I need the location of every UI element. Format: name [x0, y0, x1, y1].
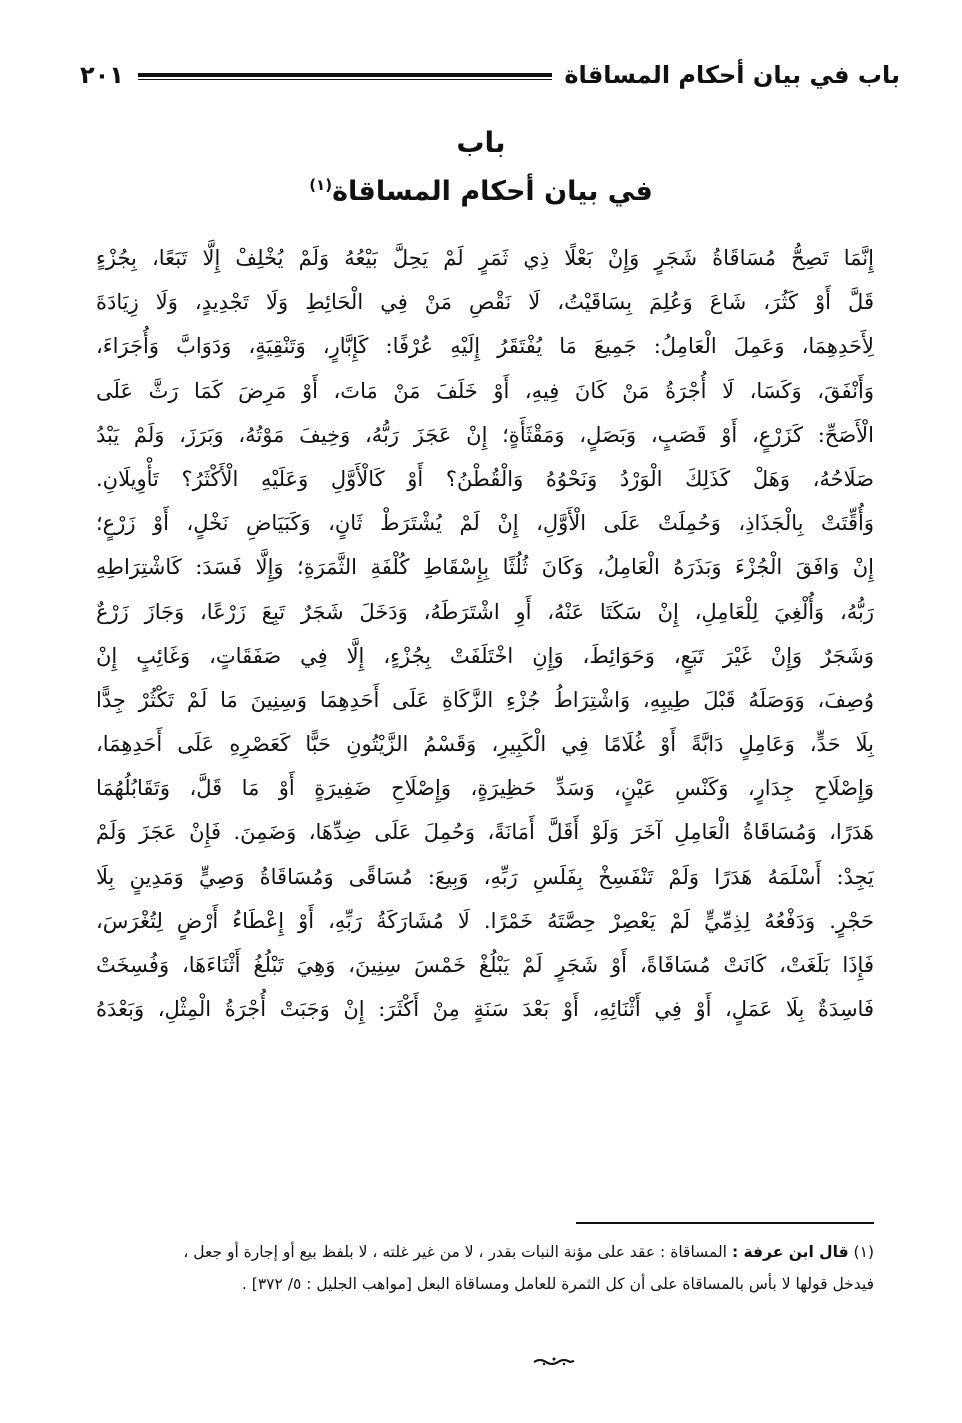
- running-header: [80, 58, 900, 92]
- body-line: وَأُقِّتَتْ بِالْجَذَاذِ، وَحُمِلَتْ عَلَى الْأَوَّلِ، إِنْ لَمْ يُشْتَرَطْ ثَانٍ، وَكَبَيَاضِ نَخْلٍ، أَوْ زَرْعٍ؛: [96, 511, 874, 536]
- footnote-number: (١): [853, 1243, 874, 1261]
- footnote-line-1: [96, 1236, 874, 1268]
- body-line: بِلَا حَدٍّ، وَعَامِلٍ دَابَّةً أَوْ غُلَامًا فِي الْكَبِيرِ، وَقَسْمُ الزَّيْتُونِ حَبًّا كَعَصْرِهِ عَلَى أَحَدِهِمَا،: [96, 732, 874, 757]
- body-text: [96, 236, 874, 1031]
- body-line: وَشَجَرٌ وَإِنْ غَيْرَ تَبَعٍ، وَحَوَائِطَ، وَإِنِ اخْتَلَفَتْ بِجُزْءٍ، إِلَّا فِي صَفَقَاتٍ، وَغَائِبٍ إِنْ: [96, 643, 874, 668]
- body-line: لِأَحَدِهِمَا، وَعَمِلَ الْعَامِلُ: جَمِيعَ مَا يُفْتَقَرُ إِلَيْهِ عُرْفًا: كَإِبَّارٍ، وَتَنْقِيَةٍ، وَدَوَابَّ وَأُجَرَاءَ،: [96, 334, 874, 359]
- body-line: يَجِدْ: أَسْلَمَهُ هَدَرًا وَلَمْ تَنْفَسِخْ بِفَلَسِ رَبِّهِ، وَبِيعَ: مُسَاقًى وَمُسَاقَاةُ وَصِيٍّ وَمَدِينٍ بِلَا: [96, 864, 874, 889]
- body-line: هَدَرًا، وَمُسَاقَاةُ الْعَامِلِ آخَرَ وَلَوْ أَقَلَّ أَمَانَةً، وَحُمِلَ عَلَى ضِدِّهَا، وَضَمِنَ. فَإِنْ عَجَزَ وَلَمْ: [96, 820, 874, 845]
- body-line: إِنْ وَافَقَ الْجُزْءَ وَبَذَرَهُ الْعَامِلُ، وَكَانَ ثُلُثًا بِإِسْقَاطِ كُلْفَةِ الثَّمَرَةِ؛ وَإِلَّا فَسَدَ: كَاشْتِرَاطِهِ: [96, 555, 874, 580]
- body-line: وُصِفَ، وَوَصَلَهُ قَبْلَ طِيبِهِ، وَاشْتِرَاطُ جُزْءِ الزَّكَاةِ عَلَى أَحَدِهِمَا وَسِنِينَ مَا لَمْ تَكْثُرْ جِدًّا: [96, 687, 874, 712]
- running-header-title: باب في بيان أحكام المساقاة: [564, 61, 900, 89]
- footnote-marker: (١): [309, 176, 333, 194]
- chapter-title-text: في بيان أحكام المساقاة: [332, 176, 653, 207]
- footnote-label: قال ابن عرفة :: [731, 1243, 849, 1261]
- body-line: الْأَصَحِّ: كَزَرْعٍ، أَوْ قَصَبٍ، وَبَصَلٍ، وَمَقْثَأَةٍ؛ إِنْ عَجَزَ رَبُّهُ، وَخِيفَ مَوْتُهُ، وَبَرَزَ، وَلَمْ يَبْدُ: [96, 422, 874, 447]
- footnote-text-1: المساقاة : عقد على مؤنة النبات بقدر ، لا من غير غلته ، لا بلفظ بيع أو إجارة أو جعل ،: [183, 1243, 727, 1261]
- page-number: ٢٠١: [80, 61, 124, 89]
- body-line: وَإِصْلَاحِ جِدَارٍ، وَكَنْسِ عَيْنٍ، وَسَدِّ حَظِيرَةٍ، وَإِصْلَاحِ ضَفِيرَةٍ أَوْ مَا قَلَّ، وَتَقَابُلُهُمَا: [96, 776, 874, 801]
- footnotes: [96, 1236, 874, 1300]
- header-rule: [138, 73, 552, 80]
- end-ornament-icon: [532, 1356, 576, 1366]
- chapter-title: [0, 176, 962, 207]
- body-line: فَإِذَا بَلَغَتْ، كَانَتْ مُسَاقَاةً، أَوْ شَجَرٍ لَمْ يَبْلُغْ خَمْسَ سِنِينَ، وَهِيَ تَبْلُغُ أَثْنَاءَهَا، وَفُسِخَتْ: [96, 953, 874, 977]
- body-line: فَاسِدَةٌ بِلَا عَمَلٍ، أَوْ فِي أَثْنَائِهِ، أَوْ بَعْدَ سَنَةٍ مِنْ أَكْثَرَ: إِنْ وَجَبَتْ أُجْرَةُ الْمِثْلِ، وَبَعْدَهُ: [96, 997, 874, 1022]
- footnote-rule: [576, 1222, 874, 1224]
- body-line: حَجْرٍ. وَدَفْعُهُ لِذِمِّيٍّ لَمْ يَعْصِرْ حِصَّتَهُ خَمْرًا. لَا مُشَارَكَةُ رَبِّهِ، أَوْ إِعْطَاءُ أَرْضٍ لِتُغْرَسَ،: [96, 908, 874, 933]
- chapter-label: باب: [456, 126, 506, 159]
- footnote-line-2: فيدخل قولها لا بأس بالمساقاة على أن كل الثمرة للعامل ومساقاة البعل [مواهب الجليل : ٥/ ٣٧٢] .: [241, 1275, 874, 1293]
- body-line: رَبُّهُ، وَأُلْغِيَ لِلْعَامِلِ، إِنْ سَكَتَا عَنْهُ، أَوِ اشْتَرَطَهُ، وَدَخَلَ شَجَرٌ تَبِعَ زَرْعًا، وَجَازَ زَرْعٌ: [96, 599, 874, 624]
- body-line: إِنَّمَا تَصِحُّ مُسَاقَاةُ شَجَرٍ وَإِنْ بَعْلًا ذِي ثَمَرٍ لَمْ يَحِلَّ بَيْعُهُ وَلَمْ يُخْلِفْ إِلَّا تَبَعًا، بِجُزْءٍ: [96, 246, 874, 270]
- body-line: قَلَّ أَوْ كَثُرَ، شَاعَ وَعُلِمَ بِسَاقَيْتُ، لَا نَقْصِ مَنْ فِي الْحَائِطِ وَلَا تَجْدِيدٍ، وَلَا زِيَادَةَ: [96, 290, 874, 315]
- body-line: وَأَنْفَقَ، وَكَسَا، لَا أُجْرَةُ مَنْ كَانَ فِيهِ، أَوْ خَلَفَ مَنْ مَاتَ، أَوْ مَرِضَ كَمَا رَثَّ عَلَى: [96, 378, 874, 403]
- body-line: صَلَاحُهُ، وَهَلْ كَذَلِكَ الْوَرْدُ وَنَحْوُهُ وَالْقُطْنُ؟ أَوْ كَالْأَوَّلِ وَعَلَيْهِ الْأَكْثَرُ؟ تَأْوِيلَانِ.: [96, 466, 874, 491]
